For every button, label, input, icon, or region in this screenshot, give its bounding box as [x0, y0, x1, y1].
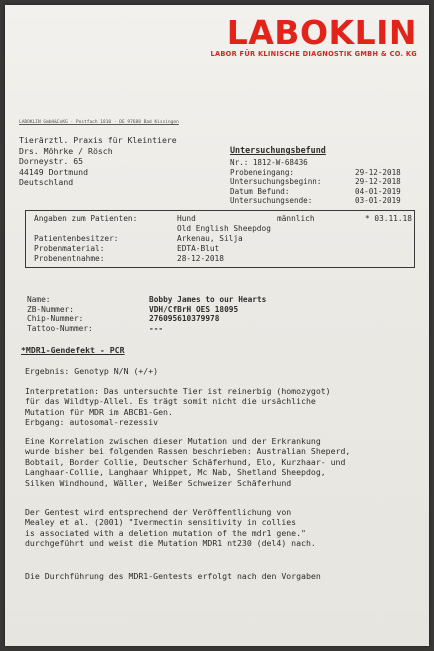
patient-row [34, 224, 412, 234]
recipient-line: Drs. Möhrke / Rösch [19, 145, 113, 156]
animal-label: ZB-Nummer: [27, 304, 74, 314]
animal-value: 276095610379978 [149, 314, 220, 323]
befund-row [230, 177, 420, 187]
patient-value: EDTA-Blut [177, 244, 220, 253]
animal-row [27, 295, 266, 305]
recipient-address [19, 135, 177, 188]
befund-title: Untersuchungsbefund [230, 145, 326, 155]
recipient-line: Dorneystr. 65 [19, 156, 84, 167]
patient-breed: Old English Sheepdog [177, 224, 271, 233]
recipient-line: 44149 Dortmund [19, 166, 89, 177]
patient-value: 28-12-2018 [177, 254, 224, 263]
laboklin-logo-subtitle: LABOR FÜR KLINISCHE DIAGNOSTIK GMBH & CO. KG [210, 50, 417, 58]
befund-label: Probeneingang: [230, 167, 295, 177]
befund-label: Datum Befund: [230, 186, 290, 196]
mdr1-result: Ergebnis: Genotyp N/N (+/+) [25, 366, 159, 376]
animal-label: Name: [27, 295, 51, 304]
patient-label [34, 224, 177, 234]
animal-row [27, 305, 266, 315]
lab-report-page [5, 5, 429, 646]
patient-row [34, 254, 412, 264]
animal-value: Bobby James to our Hearts [149, 295, 267, 304]
recipient-line: Deutschland [19, 177, 74, 188]
befund-row [230, 158, 420, 168]
befund-label: Nr.: 1812-W-68436 [230, 158, 308, 167]
patient-label: Patientenbesitzer: [34, 234, 119, 243]
befund-label: Untersuchungsende: [230, 196, 313, 206]
mdr1-section-title: *MDR1-Gendefekt - PCR [21, 345, 125, 355]
patient-value: Hund [177, 214, 196, 223]
patient-label: Probenentnahme: [34, 254, 105, 263]
animal-value: VDH/CfBrH OES 18095 [149, 304, 239, 314]
animal-row [27, 314, 266, 324]
mdr1-test-reference: Der Gentest wird entsprechend der Veröffentlichung von Mealey et al. (2001) "Ivermectin sensitivity in collies is associated with a deletion mutation of the mdr1 gene." durchgeführt und weist die Mutation MDR1 nt230 (del4) nach. [25, 507, 316, 549]
mdr1-interpretation: Interpretation: Das untersuchte Tier ist reinerbig (homozygot) für das Wildtyp-Allel. Es trägt somit nicht die ursächliche Mutation für MDR im ABCB1-Gen. Erbgang: autosomal-rezessiv [25, 386, 331, 428]
befund-value: 03-01-2019 [355, 196, 401, 206]
befund-row [230, 168, 420, 178]
animal-label: Tattoo-Nummer: [27, 323, 93, 333]
befund-label: Untersuchungsbeginn: [230, 177, 322, 187]
befund-row [230, 187, 420, 197]
sender-line: LABOKLIN GmbH&CoKG · Postfach 1810 · DE 97688 Bad Kissingen [19, 120, 179, 125]
patient-row [34, 244, 412, 254]
patient-sex: männlich [277, 214, 315, 223]
befund-row [230, 196, 420, 206]
befund-value: 04-01-2019 [355, 186, 401, 196]
mdr1-footer-text: Die Durchführung des MDR1-Gentests erfolgt nach den Vorgaben [25, 571, 321, 581]
patient-label: Angaben zum Patienten: [34, 214, 138, 223]
patient-info-box [25, 210, 415, 268]
animal-label: Chip-Nummer: [27, 314, 84, 323]
animal-row [27, 324, 266, 334]
recipient-line: Tierärztl. Praxis für Kleintiere [19, 135, 177, 145]
patient-rows [34, 214, 412, 264]
befund-value: 29-12-2018 [355, 167, 401, 177]
animal-value: --- [149, 323, 164, 333]
patient-value: Arkenau, Silja [177, 234, 243, 243]
patient-row [34, 234, 412, 244]
befund-details [230, 158, 420, 206]
patient-row [34, 214, 412, 224]
befund-value: 29-12-2018 [355, 177, 401, 187]
mdr1-breed-correlation: Eine Korrelation zwischen dieser Mutation und der Erkrankung wurde bisher bei folgenden Rassen beschrieben: Australian Sheperd, Bobtail, Border Collie, Deutscher Schäferhund, Elo, Kurzhaar- und Langhaar-Collie, Langhaar Whippet, Mc Nab, Shetland Sheepdog, Silken Windhound, Wäller, Weißer Schweizer Schäferhund [25, 436, 351, 488]
patient-birthdate: * 03.11.18 [365, 214, 412, 223]
laboklin-logo: LABOKLIN [226, 13, 417, 52]
animal-details [27, 295, 266, 333]
patient-label: Probenmaterial: [34, 244, 105, 253]
